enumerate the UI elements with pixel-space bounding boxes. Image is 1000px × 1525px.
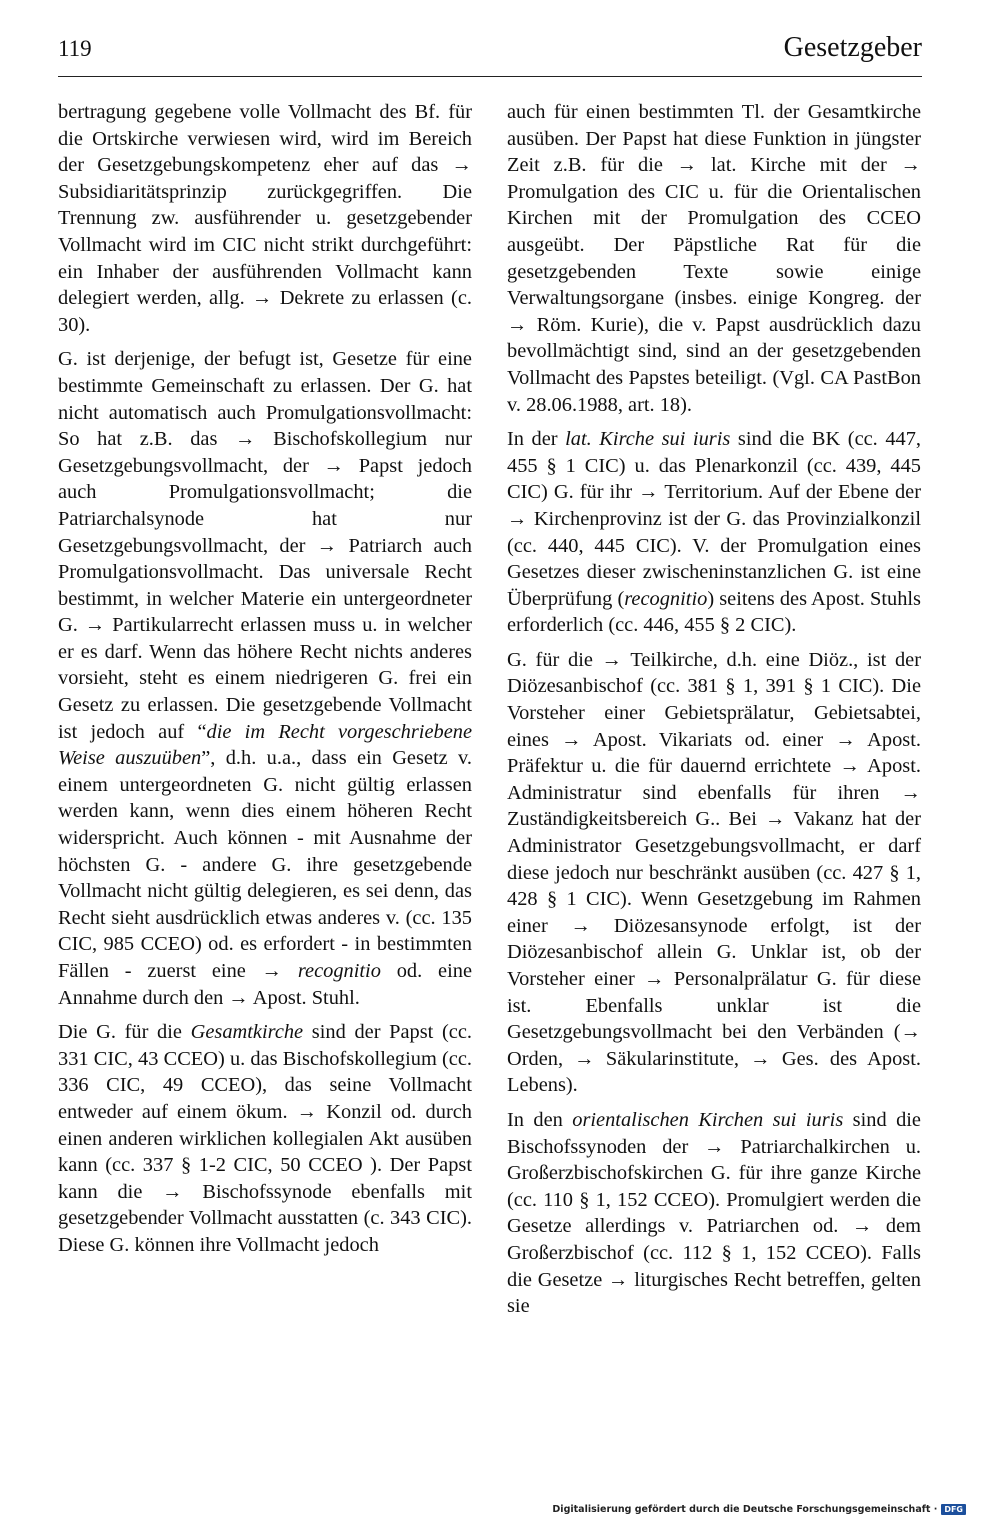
text-run: ”, d.h. u.a., dass ein Gesetz v. einem untergeordneten G. nicht gültig erlassen werden kann, wenn dies einem höheren Recht widerspricht. Auch können - mit Ausnahme der höchsten G. - andere G. ihre gesetzgebende Vollmacht nicht gültig delegieren, es sei denn, das Recht sieht ausdrücklich etwas anderes v. (cc. 135 CIC, 985 CCEO) od. es erfordert - in bestimmten Fällen - zuerst eine → [58,747,472,982]
italic-run: orientalischen Kirchen sui iuris [572,1108,844,1131]
text-run: G. ist derjenige, der befugt ist, Gesetze für eine bestimmte Gemeinschaft zu erlassen. Der G. hat nicht automatisch auch Promulgationsvollmacht: So hat z.B. das → Bischofskollegium nur Gesetzgebungsvollmacht, der → Papst jedoch auch Promulgationsvollmacht; die Patriarchalsynode hat nur Gesetzgebungsvollmacht, der → Patriarch auch Promulgationsvollmacht. Das universale Recht bestimmt, in welcher Materie ein untergeordneter G. → Partikularrecht erlassen muss u. in welcher er es darf. Wenn das höhere Recht nichts anderes vorsieht, steht es einem niedrigeren G. frei ein Gesetz zu erlassen. Die gesetzgebende Vollmacht ist jedoch auf “ [58,348,472,743]
text-run: ) seitens des Apost. Stuhls erforderlich (cc. 446, 455 § 2 CIC). [507,587,921,637]
text-run: sind die Bischofssynoden der → Patriarchalkirchen u. Großerzbischofskirchen G. für ihre ganze Kirche (cc. 110 § 1, 152 CCEO). Promulgiert werden die Gesetze allerdings v. Patriarchen od. → dem Großerzbischof (cc. 112 § 1, 152 CCEO). Falls die Gesetze → liturgisches Recht betreffen, gelten sie [507,1108,921,1318]
italic-run: recognitio [624,587,708,610]
text-run: sind die BK (cc. 447, 455 § 1 CIC) u. das Plenarkonzil (cc. 439, 445 CIC) G. für ihr → Territorium. Auf der Ebene der → Kirchenprovinz ist der G. das Provinzialkonzil (cc. 440, 445 CIC). V. der Promulgation eines Gesetzes dieser zwischeninstanzlichen G. ist eine Überprüfung ( [507,428,921,610]
paragraph [507,1107,921,1320]
page-number: 119 [58,36,92,61]
text-run: sind der Papst (cc. 331 CIC, 43 CCEO) u. das Bischofskollegium (cc. 336 CIC, 49 CCEO), das seine Vollmacht entweder auf einem ökum. → Konzil od. durch einen anderen wirklichen kollegialen Akt ausüben kann (cc. 337 § 1-2 CIC, 50 CCEO ). Der Papst kann die → Bischofssynode ebenfalls mit gesetzgebender Vollmacht ausstatten (c. 343 CIC). Diese G. können ihre Vollmacht jedoch [58,1021,472,1256]
dfg-logo: DFG [941,1504,966,1515]
digitization-footer [552,1504,966,1515]
italic-run: recognitio [297,960,381,982]
paragraph [58,1019,472,1258]
paragraph [58,346,472,1011]
running-head: Gesetzgeber [783,32,922,63]
page-header [58,30,922,77]
text-run: bertragung gegebene volle Vollmacht des Bf. für die Ortskirche verwiesen wird, wird im Bereich der Gesetzgebungskompetenz eher auf das → Subsidiaritätsprinzip zurückgegriffen. Die Trennung zw. ausführender u. gesetzgebender Vollmacht wird im CIC nicht strikt durchgeführt: ein Inhaber der ausführenden Vollmacht kann delegiert werden, allg. → Dekrete zu erlassen (c. 30). [58,101,472,336]
text-column-right [507,99,921,1320]
text-run: auch für einen bestimmten Tl. der Gesamtkirche ausüben. Der Papst hat diese Funktion in jüngster Zeit z.B. für die → lat. Kirche mit der → Promulgation des CIC u. für die Orientalischen Kirchen mit der Promulgation des CCEO ausgeübt. Der Päpstliche Rat für die gesetzgebenden Texte sowie einige Verwaltungsorgane (insbes. einige Kongreg. der → Röm. Kurie), die v. Papst ausdrücklich dazu bevollmächtigt sind, sind an der gesetzgebenden Vollmacht des Papstes beteiligt. (Vgl. CA PastBon v. 28.06.1988, art. 18). [507,101,921,416]
text-run: In der [507,428,566,451]
italic-run: lat. Kirche sui iuris [565,428,731,451]
italic-run: Gesamtkirche [190,1021,304,1044]
paragraph [507,647,921,1099]
text-column-left [58,99,472,1259]
text-run: In den [507,1108,573,1131]
paragraph [58,99,472,338]
paragraph [507,426,921,639]
footer-text: Digitalisierung gefördert durch die Deutsche Forschungsgemeinschaft · [552,1504,938,1515]
italic-run: die im Recht vorgeschriebene Weise auszuüben [58,720,472,770]
paragraph [507,99,921,418]
text-run: Die G. für die [58,1021,191,1044]
text-run: od. eine Annahme durch den → Apost. Stuhl. [58,960,472,1009]
text-run: G. für die → Teilkirche, d.h. eine Diöz., ist der Diözesanbischof (cc. 381 § 1, 391 § 1 CIC). Die Vorsteher einer Gebietsprälatur, Gebietsabtei, eines → Apost. Vikariats od. einer → Apost. Präfektur u. die für dauernd errichtete → Apost. Administratur sind ebenfalls für ihren → Zuständigkeitsbereich G.. Bei → Vakanz hat der Administrator Gesetzgebungsvollmacht, er darf diese jedoch nur beschränkt ausüben (cc. 427 § 1, 428 § 1 CIC). Wenn Gesetzgebung im Rahmen einer → Diözesansynode erfolgt, ist der Diözesanbischof allein G. Unklar ist, ob der Vorsteher einer → Personalprälatur G. für diese ist. Ebenfalls unklar ist die Gesetzgebungsvollmacht bei den Verbänden (→ Orden, → Säkularinstitute, → Ges. des Apost. Lebens). [507,648,921,1097]
